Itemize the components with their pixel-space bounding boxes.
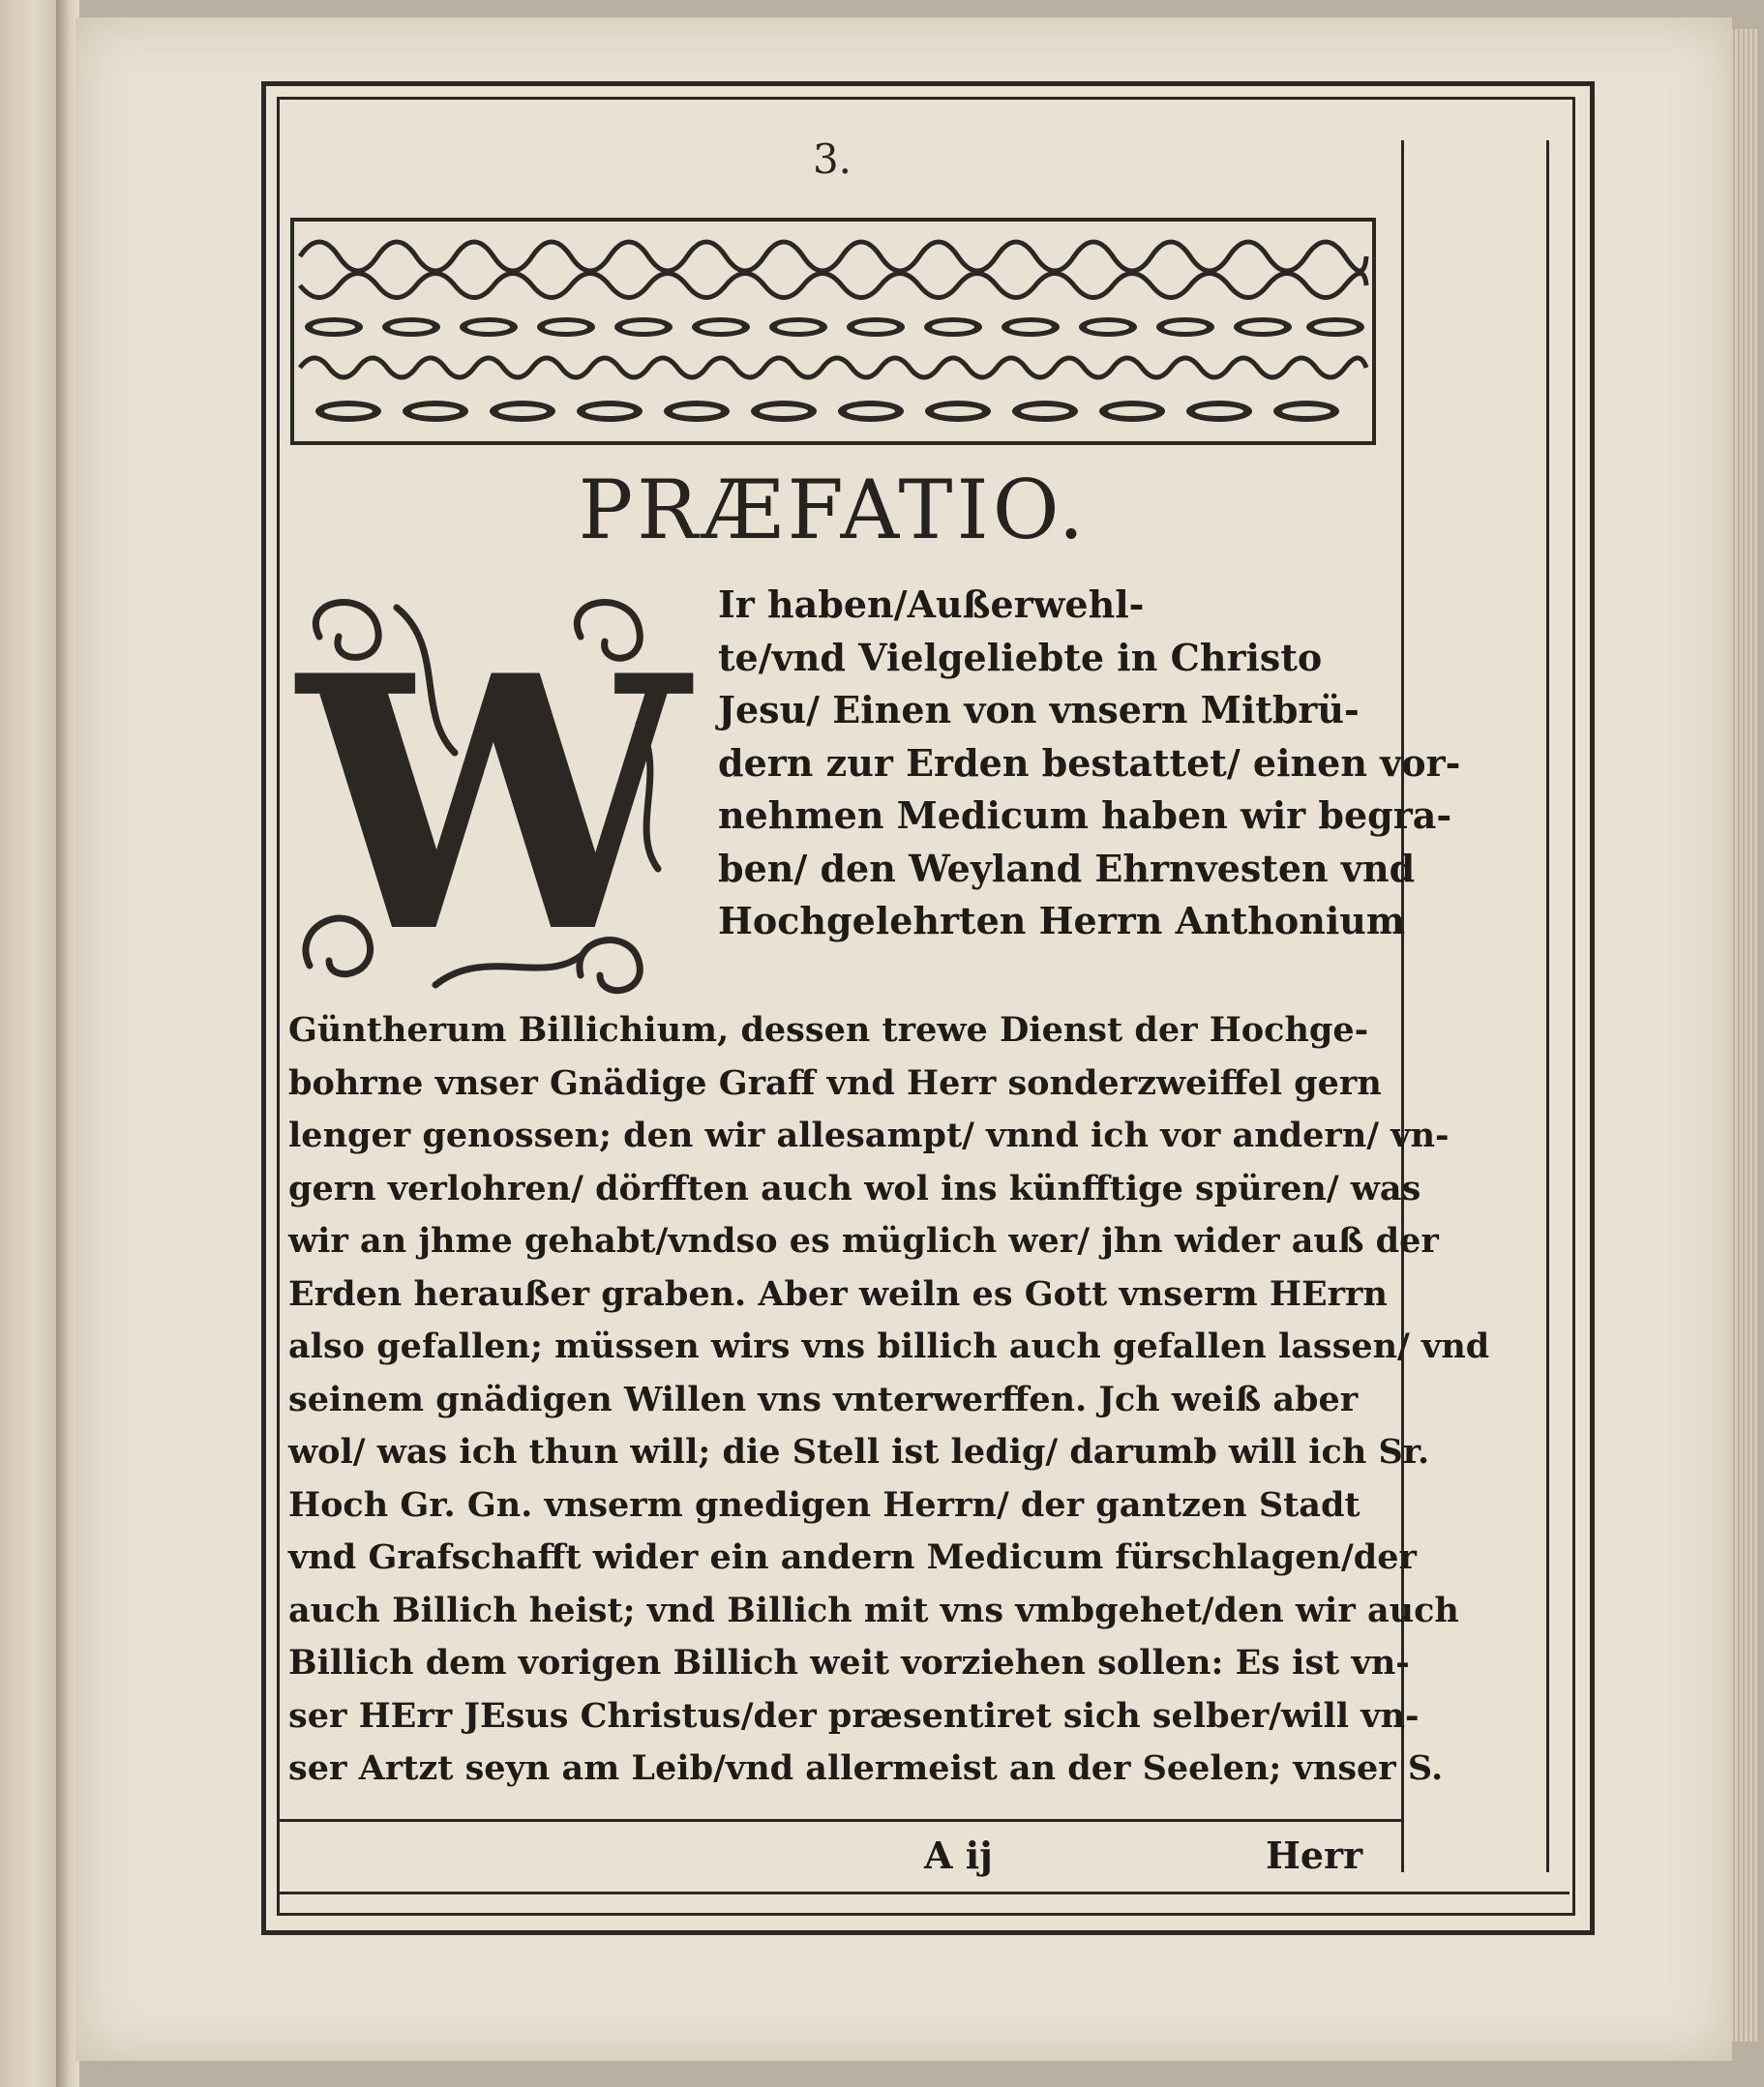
page-number: 3. (812, 135, 852, 183)
text-line: dern zur Erden bestattet/ einen vor- (718, 740, 1461, 785)
text-line: nehmen Medicum haben wir begra- (718, 793, 1452, 837)
text-line: Ir haben/Außerwehl- (718, 582, 1145, 626)
text-line: also gefallen; müssen wirs vns billich auch gefallen lassen/ vnd (288, 1327, 1490, 1366)
full-width-paragraph-lines (288, 1004, 1489, 1796)
text-line: wir an jhme gehabt/vndso es müglich wer/ jhn wider auß der (288, 1221, 1439, 1261)
text-line: ser HErr JEsus Christus/der præsentiret sich selber/will vn- (288, 1695, 1420, 1736)
text-line: auch Billich heist; vnd Billich mit vns vmbgehet/den wir auch (288, 1590, 1459, 1630)
text-line: Güntherum Billichium, dessen trewe Dienst der Hochge- (288, 1010, 1369, 1050)
frame-bottom-rule (277, 1892, 1570, 1894)
text-line: vnd Grafschafft wider ein andern Medicum fürschlagen/der (288, 1537, 1417, 1577)
signature-mark: A ij (924, 1834, 993, 1877)
svg-text:W: W (297, 600, 690, 1004)
text-line: Hochgelehrten Herrn Anthonium (718, 899, 1406, 942)
text-line: te/vnd Vielgeliebte in Christo (718, 635, 1323, 679)
text-line: bohrne vnser Gnädige Graff vnd Herr sonderzweiffel gern (288, 1062, 1382, 1103)
footer-rule (277, 1819, 1404, 1822)
page-stack-edge (1730, 29, 1757, 2042)
text-line: Hoch Gr. Gn. vnserm gnedigen Herrn/ der gantzen Stadt (288, 1484, 1360, 1525)
text-line: ser Artzt seyn am Leib/vnd allermeist an der Seelen; vnser S. (288, 1748, 1444, 1788)
indented-paragraph-lines (718, 579, 1460, 948)
catchword: Herr (1266, 1834, 1363, 1877)
facing-page-edge (0, 0, 64, 2087)
decorated-initial-w (290, 579, 697, 1004)
headpiece-ornament (290, 218, 1376, 445)
text-line: ben/ den Weyland Ehrnvesten vnd (718, 846, 1416, 890)
text-line: wol/ was ich thun will; die Stell ist ledig/ darumb will ich Sr. (288, 1432, 1430, 1472)
margin-rule (1546, 140, 1549, 1872)
text-line: Erden heraußer graben. Aber weiln es Gott vnserm HErrn (288, 1273, 1388, 1314)
text-line: seinem gnädigen Willen vns vnterwerffen. Jch weiß aber (288, 1379, 1359, 1419)
text-line: lenger genossen; den wir allesampt/ vnnd ich vor andern/ vn- (288, 1116, 1450, 1155)
text-line: Billich dem vorigen Billich weit vorziehen sollen: Es ist vn- (288, 1643, 1410, 1683)
preface-title: PRÆFATIO. (578, 462, 1089, 557)
text-line: Jesu/ Einen von vnsern Mitbrü- (718, 688, 1360, 731)
text-line: gern verlohren/ dörfften auch wol ins künfftige spüren/ was (288, 1168, 1421, 1208)
